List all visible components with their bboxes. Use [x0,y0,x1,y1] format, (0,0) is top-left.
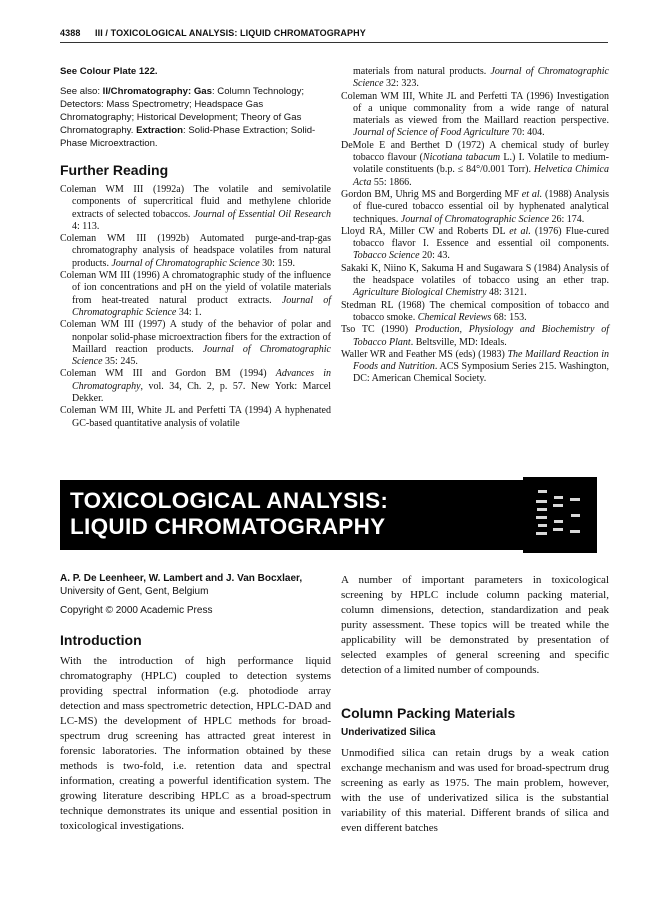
reference-text: , vol. 34, Ch. 2, p. 57. New York: Marcel Dekker. [72,380,331,405]
reference-source: Nicotiana tabacum [422,152,501,164]
reference-text: 34: 1. [176,306,202,318]
reference-source: The Maillard Reaction in Foods and Nutrition [353,348,609,373]
underivatized-silica-paragraph: Unmodified silica can retain drugs by a weak cation exchange mechanism and was used for broad-spectrum drug screening as early as 1975. The main problem, however, with the use of underivatized silica is the substantial variability of this material. Different brands of silica and even different batches [341,747,609,834]
reference-text: Waller WR and Feather MS (eds) (1983) [341,348,508,360]
reference-text: materials from natural products. [353,66,491,77]
reference-item [341,226,609,263]
reference-text: 48: 3121. [486,287,527,299]
reference-text: 20: 43. [419,250,450,262]
reference-text: Sakaki K, Niino K, Sakuma H and Sugawara S (1984) Analysis of the headspace volatiles of tobacco using an ether trap. [341,262,609,287]
reference-text: 32: 323. [383,78,419,90]
reference-source: Journal of Essential Oil Research [193,208,331,220]
reference-text: Coleman WM III, White JL and Perfetti TA (1994) A hyphenated GC-based quantitative analysis of volatile [60,405,331,429]
reference-source: Journal of Chromatographic Science [400,213,549,225]
reference-source: Journal of Chromatographic Science [72,343,331,368]
reference-text: Coleman WM III and Gordon BM (1994) [60,368,276,380]
reference-text: (1988) Analysis of flue-cured tobacco essential oil by hyphenated analytical techniques. [353,188,610,225]
reference-item [60,270,331,319]
chromatogram-plate-graphic [524,478,596,552]
top-left-column [60,66,331,430]
running-header [60,28,608,43]
reference-text: Coleman WM III (1996) A chromatographic study of the influence of ion concentrations and pH on the yield of volatile materials from heat-treated natural product extracts. [60,270,331,306]
reference-item [60,368,331,405]
reference-source: et al. [509,225,531,237]
colour-plate-note: See Colour Plate 122. [60,66,158,77]
reference-text: Coleman WM III (1997) A study of the behavior of polar and nonpolar solid-phase microextraction fibers for the extraction of Maillard reaction products. [60,319,331,355]
see-also-link-chromatography[interactable]: II/Chromatography: Gas [102,86,212,97]
reference-text: Stedman RL (1968) The chemical composition of tobacco and tobacco smoke. [341,299,609,323]
bottom-right-column [341,573,609,836]
reference-text: 68: 153. [491,311,527,323]
reference-item [341,300,609,325]
top-right-column [341,66,609,386]
reference-source: Tobacco Science [353,250,420,262]
reference-text: Coleman WM III (1992a) The volatile and semivolatile components of supercritical fluid and methylene chloride extracts of selected tobaccos. [60,184,331,220]
column-packing-heading: Column Packing Materials [341,705,516,721]
reference-text: 30: 159. [259,257,295,269]
reference-item [60,233,331,270]
reference-source: Journal of Chromatographic Science [353,66,609,90]
article-title-line-1: TOXICOLOGICAL ANALYSIS: [70,488,389,513]
underivatized-silica-heading: Underivatized Silica [341,727,436,738]
reference-source: Chemical Reviews [417,311,492,323]
reference-text: Gordon BM, Uhrig MS and Borgerding MF [341,188,522,200]
reference-source: Production, Physiology and Biochemistry of Tobacco Plant [353,324,609,348]
reference-source: Advances in Chromatography [72,368,331,392]
reference-item [341,263,609,300]
reference-text: 35: 245. [102,356,138,368]
article-authors: A. P. De Leenheer, W. Lambert and J. Van Bocxlaer, [60,573,303,584]
page-number: 4388 [60,28,81,38]
reference-source: et al. [521,188,543,200]
reference-source: Journal of Chromatographic Science [111,257,260,269]
reference-text: (1976) Flue-cured tobacco flavor I. Essence and essential oil components. [353,225,609,250]
reference-item [60,319,331,368]
reference-text: Tso TC (1990) [341,324,415,336]
reference-text: 4: 113. [72,220,100,232]
running-title: III / TOXICOLOGICAL ANALYSIS: LIQUID CHROMATOGRAPHY [95,28,366,38]
see-also: See also: II/Chromatography: Gas: Column Technology; Detectors: Mass Spectrometry; Headspace Gas Chromatography; Historical Development; Theory of Gas Chromatography. Extraction: Solid-Phase Extraction; Solid-Phase Microextraction. [60,86,316,149]
reference-text: . Beltsville, MD: Ideals. [410,336,507,348]
chromatogram-plate-icon [523,477,597,553]
introduction-heading: Introduction [60,632,142,648]
reference-text: Lloyd RA, Miller CW and Roberts DL [341,225,510,237]
reference-text: DeMole E and Berthet D (1972) A chemical study of burley tobacco flavour ( [341,139,609,164]
reference-text: Coleman WM III (1992b) Automated purge-and-trap-gas chromatography analysis of headspace volatiles from natural products. [60,233,331,269]
bottom-left-column [60,573,331,834]
reference-text: 55: 1866. [371,176,412,188]
introduction-paragraph: With the introduction of high performance liquid chromatography (HPLC) coupled to detection systems providing spectral information (e.g. photodiode array detection and mass spectrometric detection, HPLC-DAD and LC-MS) the development of HPLC methods for broad-spectrum drug screening has attracted great interest in forensic laboratories. The information obtained by these methods is two-fold, i.e. retention data and spectral information, creating a powerful identification system. The growing literature describing HPLC as a broad-spectrum technique demonstrates its unique and essential position in toxicological investigations. [60,655,331,832]
reference-text: 26: 174. [548,213,585,225]
reference-source: Helvetica Chimica Acta [353,164,609,188]
article-affiliation: University of Gent, Gent, Belgium [60,586,209,597]
see-also-link-extraction[interactable]: Extraction [136,125,183,136]
reference-list-right [341,66,609,386]
reference-item [341,189,609,226]
article-title [70,488,510,540]
article-copyright: Copyright © 2000 Academic Press [60,605,213,616]
reference-source: Agriculture Biological Chemistry [353,287,487,299]
reference-text: 70: 404. [509,127,545,139]
reference-text: . ACS Symposium Series 215. Washington, DC: American Chemical Society. [353,361,609,385]
reference-text: L.) I. Volatile to medium-volatile constituents (b.p. ≤ 84°/0.001 Torr). [353,152,609,176]
reference-item [60,184,331,233]
reference-text: Coleman WM III, White JL and Perfetti TA (1996) Investigation of a unique commonality from a wide range of natural materials as viewed from the Maillard reaction perspective. [341,90,609,127]
further-reading-heading: Further Reading [60,162,169,178]
reference-item [341,140,609,189]
reference-item [341,91,609,140]
reference-item [60,405,331,430]
screening-parameters-paragraph: A number of important parameters in toxicological screening by HPLC include column packing material, column dimensions, detection, standardization and peak purity assessment. These topics will be treated while the applicability will be demonstrated by presentation of selected examples of general screening and specific detection of a limited number of compounds. [341,574,609,676]
reference-source: Journal of Science of Food Agriculture [353,127,510,139]
reference-item [341,66,609,91]
reference-source: Journal of Chromatographic Science [72,294,332,318]
article-title-banner [60,480,595,550]
reference-item [341,349,609,386]
reference-list-left [60,184,331,430]
reference-item [341,324,609,349]
article-title-line-2: LIQUID CHROMATOGRAPHY [70,514,386,539]
